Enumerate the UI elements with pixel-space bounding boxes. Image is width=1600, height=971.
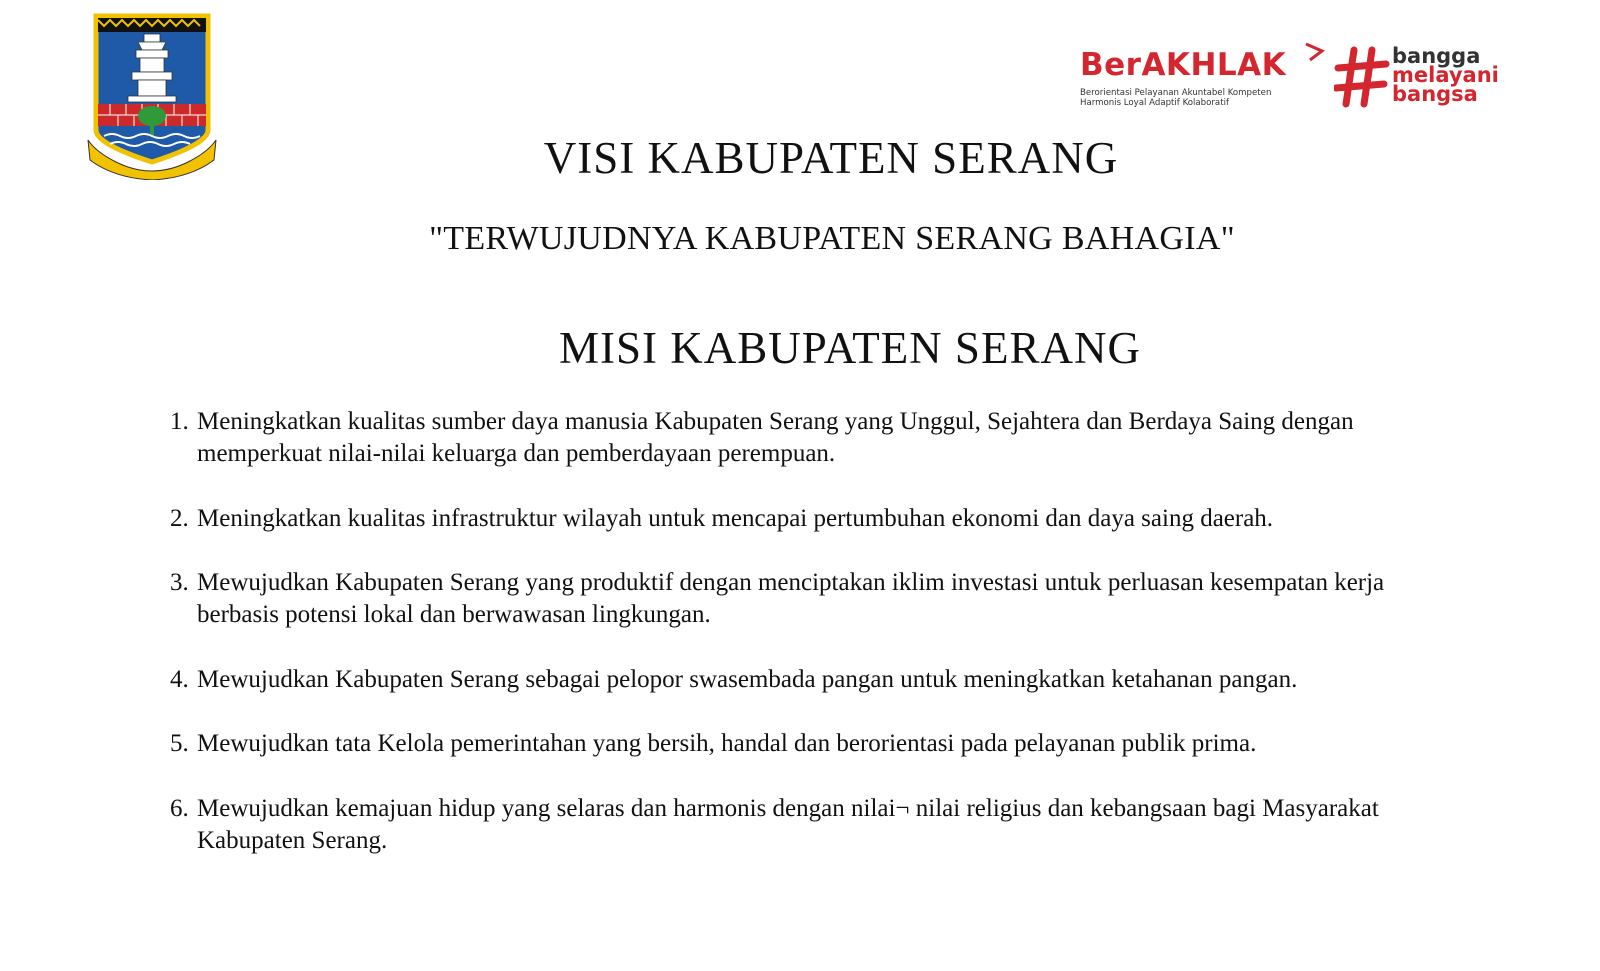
misi-item-6 xyxy=(170,793,1460,857)
hashtag-word-2: melayani xyxy=(1392,63,1499,87)
chevron-icon xyxy=(1304,42,1326,62)
misi-title: MISI KABUPATEN SERANG xyxy=(559,323,1141,373)
misi-item-4 xyxy=(170,664,1460,696)
berakhlak-logo xyxy=(1080,40,1520,120)
misi-item-text: Meningkatkan kualitas infrastruktur wilayah untuk mencapai pertumbuhan ekonomi dan daya saing daerah. xyxy=(197,505,1274,532)
berakhlak-tagline-2: Harmonis Loyal Adaptif Kolaboratif xyxy=(1080,98,1229,108)
misi-item-number: 2. xyxy=(170,505,189,532)
hashtag-icon xyxy=(1334,46,1390,108)
misi-item-number: 5. xyxy=(170,730,189,757)
misi-item-2 xyxy=(170,503,1460,535)
misi-item-number: 3. xyxy=(170,569,189,596)
misi-item-text: Mewujudkan tata Kelola pemerintahan yang bersih, handal dan berorientasi pada pelayanan publik prima. xyxy=(197,730,1257,757)
misi-item-1 xyxy=(170,406,1460,470)
misi-item-3 xyxy=(170,567,1460,631)
misi-item-text: Mewujudkan Kabupaten Serang sebagai pelopor swasembada pangan untuk meningkatkan ketahanan pangan. xyxy=(197,666,1298,693)
misi-item-text: Meningkatkan kualitas sumber daya manusia Kabupaten Serang yang Unggul, Sejahtera dan Berdaya Saing dengan memperkuat nilai-nilai keluarga dan pemberdayaan perempuan. xyxy=(197,408,1354,467)
misi-item-text: Mewujudkan kemajuan hidup yang selaras dan harmonis dengan nilai¬ nilai religius dan kebangsaan bagi Masyarakat Kabupaten Serang. xyxy=(197,795,1379,854)
berakhlak-tagline-1: Berorientasi Pelayanan Akuntabel Kompeten xyxy=(1080,88,1272,98)
misi-item-number: 1. xyxy=(170,408,189,435)
misi-item-text: Mewujudkan Kabupaten Serang yang produktif dengan menciptakan iklim investasi untuk perluasan kesempatan kerja berbasis potensi lokal dan berwawasan lingkungan. xyxy=(197,569,1385,628)
berakhlak-brand: BerAKHLAK xyxy=(1080,47,1287,83)
misi-item-number: 6. xyxy=(170,795,189,822)
misi-item-5 xyxy=(170,728,1460,760)
hashtag-word-1: bangga xyxy=(1392,44,1481,68)
visi-title: VISI KABUPATEN SERANG xyxy=(543,133,1119,183)
misi-item-number: 4. xyxy=(170,666,189,693)
visi-text: "TERWUJUDNYA KABUPATEN SERANG BAHAGIA" xyxy=(429,220,1235,257)
hashtag-word-3: bangsa xyxy=(1392,82,1478,106)
